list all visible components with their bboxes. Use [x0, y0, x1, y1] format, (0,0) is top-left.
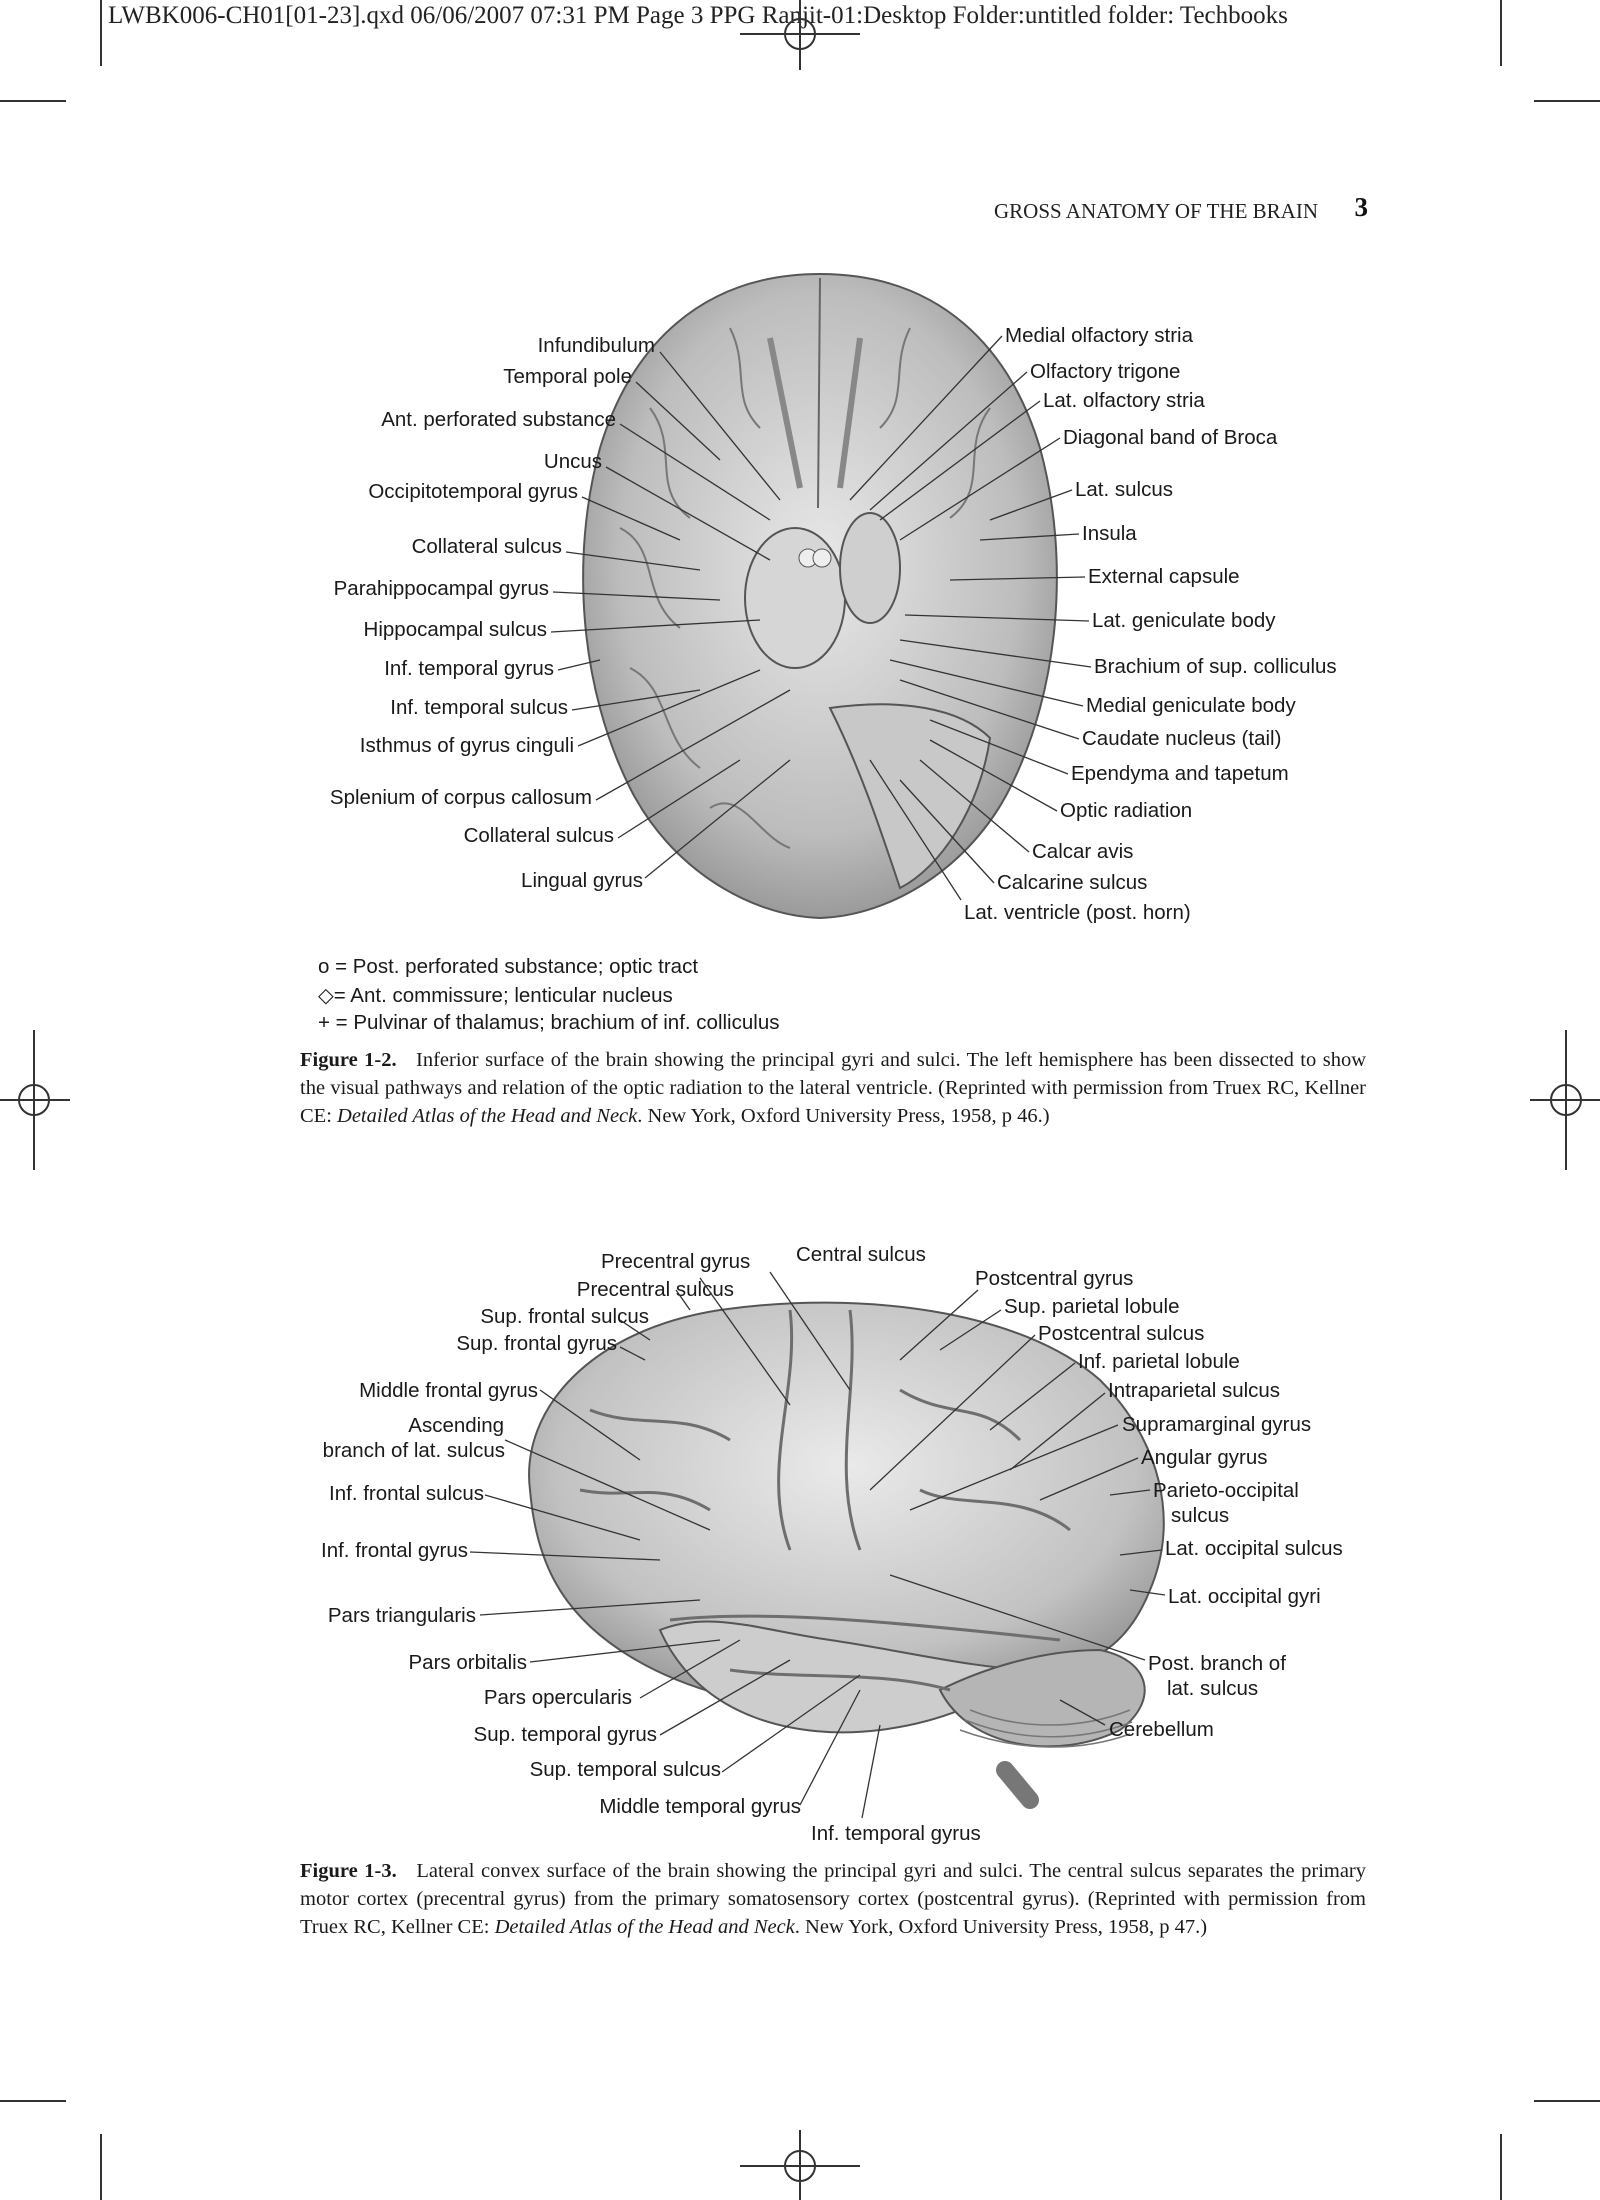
- registration-mark: [0, 1030, 70, 1170]
- label-sup-frontal-gyrus: Sup. frontal gyrus: [456, 1332, 617, 1355]
- label-medial-geniculate-body: Medial geniculate body: [1086, 694, 1296, 717]
- label-sup-parietal-lobule: Sup. parietal lobule: [1004, 1295, 1180, 1318]
- legend-item: o = Post. perforated substance; optic tract: [318, 955, 699, 978]
- label-brachium-of-sup-colliculus: Brachium of sup. colliculus: [1094, 655, 1337, 678]
- label-external-capsule: External capsule: [1088, 565, 1240, 588]
- label-lat-olfactory-stria: Lat. olfactory stria: [1043, 389, 1205, 412]
- crop-mark: [100, 2134, 102, 2200]
- label-uncus: Uncus: [543, 450, 602, 473]
- label-inf-temporal-gyrus-2: Inf. temporal gyrus: [811, 1822, 981, 1845]
- label-diagonal-band-of-broca: Diagonal band of Broca: [1063, 426, 1278, 449]
- label-precentral-sulcus: Precentral sulcus: [576, 1278, 734, 1301]
- caption-label: Figure 1-2.: [300, 1049, 397, 1071]
- label-collateral-sulcus-2: Collateral sulcus: [463, 824, 614, 847]
- label-postcentral-gyrus: Postcentral gyrus: [975, 1267, 1134, 1290]
- label-ant-perforated-substance: Ant. perforated substance: [381, 408, 616, 431]
- label-postcentral-sulcus: Postcentral sulcus: [1038, 1322, 1205, 1345]
- label-cerebellum: Cerebellum: [1109, 1718, 1214, 1741]
- legend-item: + = Pulvinar of thalamus; brachium of inf. colliculus: [318, 1011, 780, 1034]
- caption-text: . New York, Oxford University Press, 1958, p 46.): [637, 1105, 1050, 1127]
- label-occipitotemporal-gyrus: Occipitotemporal gyrus: [368, 480, 578, 503]
- label-infundibulum: Infundibulum: [537, 334, 655, 357]
- printer-slug: LWBK006-CH01[01-23].qxd 06/06/2007 07:31 PM Page 3 PPG Ranjit-01:Desktop Folder:untitled folder: Techbooks: [108, 2, 1288, 29]
- label-lat-occipital-sulcus: Lat. occipital sulcus: [1165, 1537, 1343, 1560]
- label-supramarginal-gyrus: Supramarginal gyrus: [1122, 1413, 1312, 1436]
- legend-item: [318, 983, 673, 1008]
- label-intraparietal-sulcus: Intraparietal sulcus: [1108, 1379, 1281, 1402]
- figure-1-3-caption: [300, 1857, 1366, 1941]
- label-post-branch-lat-sulcus: lat. sulcus: [1167, 1677, 1259, 1700]
- label-medial-olfactory-stria: Medial olfactory stria: [1005, 324, 1193, 347]
- label-angular-gyrus: Angular gyrus: [1141, 1446, 1268, 1469]
- label-inf-temporal-gyrus: Inf. temporal gyrus: [384, 657, 554, 680]
- label-sup-frontal-sulcus: Sup. frontal sulcus: [480, 1305, 649, 1328]
- label-lat-occipital-gyri: Lat. occipital gyri: [1168, 1585, 1321, 1608]
- caption-label: Figure 1-3.: [300, 1860, 397, 1882]
- diamond-icon: ◇: [318, 984, 334, 1007]
- running-head-title: GROSS ANATOMY OF THE BRAIN: [993, 199, 1318, 223]
- label-ascending: Ascending: [408, 1414, 504, 1437]
- label-pars-triangularis: Pars triangularis: [327, 1604, 476, 1627]
- page-number: 3: [1354, 192, 1368, 222]
- label-caudate-nucleus-tail: Caudate nucleus (tail): [1082, 727, 1282, 750]
- figure-1-2-caption: [300, 1046, 1366, 1130]
- label-insula: Insula: [1082, 522, 1137, 545]
- label-precentral-gyrus: Precentral gyrus: [601, 1250, 751, 1273]
- label-parieto-occipital-sulcus: sulcus: [1171, 1504, 1230, 1527]
- label-middle-frontal-gyrus: Middle frontal gyrus: [359, 1379, 538, 1402]
- label-collateral-sulcus: Collateral sulcus: [411, 535, 562, 558]
- label-inf-frontal-gyrus: Inf. frontal gyrus: [321, 1539, 468, 1562]
- label-lingual-gyrus: Lingual gyrus: [521, 869, 643, 892]
- leader-lines-figure-1-2: [0, 0, 1600, 960]
- label-lat-sulcus: Lat. sulcus: [1075, 478, 1173, 501]
- caption-text: Inferior surface of the brain showing the principal gyri and sulci. The left hemisphere has been dissected to show the visual pathways and relation of the optic radiation to the lateral ventricle. (Reprinted with permission from Truex RC, Kellner CE:: [300, 1049, 1367, 1127]
- label-lat-ventricle-post-horn: Lat. ventricle (post. horn): [964, 901, 1191, 924]
- crop-mark: [1500, 2134, 1502, 2200]
- label-lat-geniculate-body: Lat. geniculate body: [1092, 609, 1276, 632]
- label-pars-opercularis: Pars opercularis: [483, 1686, 632, 1709]
- label-branch-of-lat-sulcus: branch of lat. sulcus: [322, 1439, 505, 1462]
- label-inf-temporal-sulcus: Inf. temporal sulcus: [390, 696, 568, 719]
- label-inf-frontal-sulcus: Inf. frontal sulcus: [329, 1482, 484, 1505]
- caption-citation: Detailed Atlas of the Head and Neck: [337, 1105, 638, 1127]
- caption-text: . New York, Oxford University Press, 1958, p 47.): [794, 1916, 1208, 1938]
- label-temporal-pole: Temporal pole: [503, 365, 632, 388]
- registration-mark: [740, 2130, 860, 2200]
- label-ependyma-and-tapetum: Ependyma and tapetum: [1071, 762, 1289, 785]
- label-isthmus-of-gyrus-cinguli: Isthmus of gyrus cinguli: [359, 734, 574, 757]
- caption-citation: Detailed Atlas of the Head and Neck: [494, 1916, 795, 1938]
- label-pars-orbitalis: Pars orbitalis: [408, 1651, 527, 1674]
- crop-mark: [0, 2100, 66, 2102]
- label-inf-parietal-lobule: Inf. parietal lobule: [1078, 1350, 1240, 1373]
- label-central-sulcus: Central sulcus: [796, 1243, 926, 1266]
- label-optic-radiation: Optic radiation: [1060, 799, 1193, 822]
- label-calcar-avis: Calcar avis: [1032, 840, 1134, 863]
- caption-text: Lateral convex surface of the brain showing the principal gyri and sulci. The central sulcus separates the primary motor cortex (precentral gyrus) from the primary somatosensory cortex (postcentral gyrus). (Reprinted with permission from Truex RC, Kellner CE:: [300, 1860, 1367, 1938]
- leader-lines-figure-1-3: [0, 1220, 1600, 1860]
- crop-mark: [1534, 2100, 1600, 2102]
- label-middle-temporal-gyrus: Middle temporal gyrus: [599, 1795, 801, 1818]
- label-parieto-occipital: Parieto-occipital: [1153, 1479, 1299, 1502]
- label-sup-temporal-gyrus: Sup. temporal gyrus: [473, 1723, 657, 1746]
- label-calcarine-sulcus: Calcarine sulcus: [997, 871, 1148, 894]
- label-post-branch-of: Post. branch of: [1148, 1652, 1286, 1675]
- label-hippocampal-sulcus: Hippocampal sulcus: [363, 618, 547, 641]
- legend-text: = Ant. commissure; lenticular nucleus: [333, 984, 673, 1007]
- label-olfactory-trigone: Olfactory trigone: [1030, 360, 1181, 383]
- label-splenium-of-corpus-callosum: Splenium of corpus callosum: [329, 786, 592, 809]
- registration-mark: [1530, 1030, 1600, 1170]
- label-parahippocampal-gyrus: Parahippocampal gyrus: [333, 577, 549, 600]
- label-sup-temporal-sulcus: Sup. temporal sulcus: [529, 1758, 721, 1781]
